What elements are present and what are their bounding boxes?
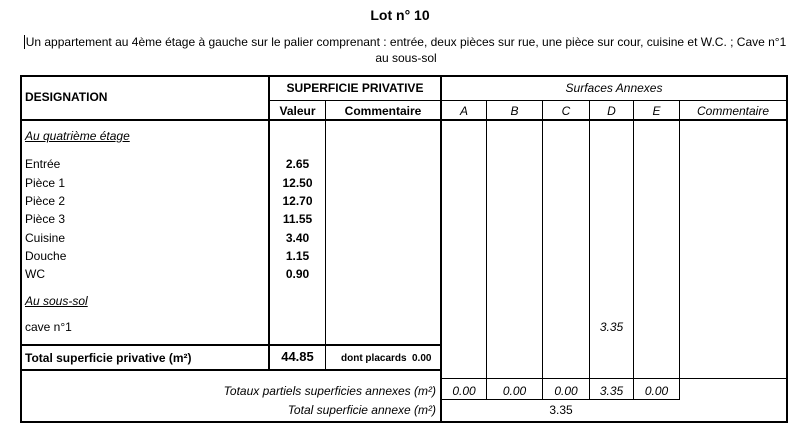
room-name-cuisine: Cuisine xyxy=(25,231,66,245)
partial-total-a: 0.00 xyxy=(452,384,476,398)
surfaces-annexes-header: Surfaces Annexes xyxy=(565,81,663,95)
partial-total-d: 3.35 xyxy=(599,384,624,398)
annex-commentaire-header: Commentaire xyxy=(696,104,770,118)
total-privative-value: 44.85 xyxy=(281,349,314,364)
annex-col-a-header: A xyxy=(459,104,468,118)
partial-totals-bottom-line xyxy=(440,399,680,400)
header-bottom-line xyxy=(20,119,788,121)
table-border-bottom xyxy=(20,421,788,423)
col-a-right-line xyxy=(486,101,487,400)
placards-label: dont placards xyxy=(341,353,407,364)
total-bottom-line xyxy=(20,369,442,371)
room-name-wc: WC xyxy=(25,267,45,281)
lot-description: Un appartement au 4ème étage à gauche sur le palier comprenant : entrée, deux pièces sur rue, une pièce sur cour, cuisine et W.C. ; Cave n°1 au sous-sol xyxy=(25,35,787,65)
designation-header: DESIGNATION xyxy=(25,90,108,104)
room-value-douche: 1.15 xyxy=(285,249,310,263)
room-name-douche: Douche xyxy=(25,249,67,263)
room-value-cuisine: 3.40 xyxy=(285,231,310,245)
col-e-right-line xyxy=(679,101,680,400)
room-name-cave: cave n°1 xyxy=(25,320,72,334)
annex-body-bottom-line xyxy=(440,378,788,379)
room-name-piece-2: Pièce 2 xyxy=(25,194,66,208)
room-name-entree: Entrée xyxy=(25,157,61,171)
annex-col-e-header: E xyxy=(652,104,661,118)
section-label-sous-sol: Au sous-sol xyxy=(25,294,88,308)
placards-value: 0.00 xyxy=(412,353,432,364)
total-top-line xyxy=(20,344,442,346)
room-name-piece-3: Pièce 3 xyxy=(25,212,66,226)
partial-annex-totals-label: Totaux partiels superficies annexes (m²) xyxy=(223,384,436,398)
valeur-header: Valeur xyxy=(279,104,316,118)
col-d-right-line xyxy=(633,101,634,400)
partial-total-b: 0.00 xyxy=(502,384,527,398)
annex-col-d-header: D xyxy=(607,104,616,118)
total-annex-label: Total superficie annexe (m²) xyxy=(287,403,436,417)
annex-col-b-header: B xyxy=(510,104,519,118)
room-value-piece-2: 12.70 xyxy=(282,194,313,208)
valeur-right-line xyxy=(325,101,326,371)
table-border-right xyxy=(786,75,788,423)
section-label-quatrieme: Au quatrième étage xyxy=(25,129,130,143)
room-value-entree: 2.65 xyxy=(285,157,310,171)
superficie-privative-header: SUPERFICIE PRIVATIVE xyxy=(286,81,424,95)
total-privative-label: Total superficie privative (m²) xyxy=(25,351,192,365)
room-value-wc: 0.90 xyxy=(285,267,310,281)
lot-title: Lot n° 10 xyxy=(370,7,430,23)
table-border-top xyxy=(20,75,788,77)
table-border-left xyxy=(20,75,22,423)
total-annex-value: 3.35 xyxy=(549,403,573,417)
room-value-piece-3: 11.55 xyxy=(282,212,313,226)
room-annex-d-cave: 3.35 xyxy=(599,320,624,334)
annex-col-c-header: C xyxy=(561,104,571,118)
privative-right-line xyxy=(440,75,442,423)
col-c-right-line xyxy=(589,101,590,400)
partial-total-e: 0.00 xyxy=(644,384,669,398)
room-value-piece-1: 12.50 xyxy=(282,176,313,190)
header-divider xyxy=(270,100,788,101)
col-b-right-line xyxy=(542,101,543,400)
partial-total-c: 0.00 xyxy=(554,384,578,398)
commentaire-header: Commentaire xyxy=(344,104,422,118)
room-name-piece-1: Pièce 1 xyxy=(25,176,66,190)
